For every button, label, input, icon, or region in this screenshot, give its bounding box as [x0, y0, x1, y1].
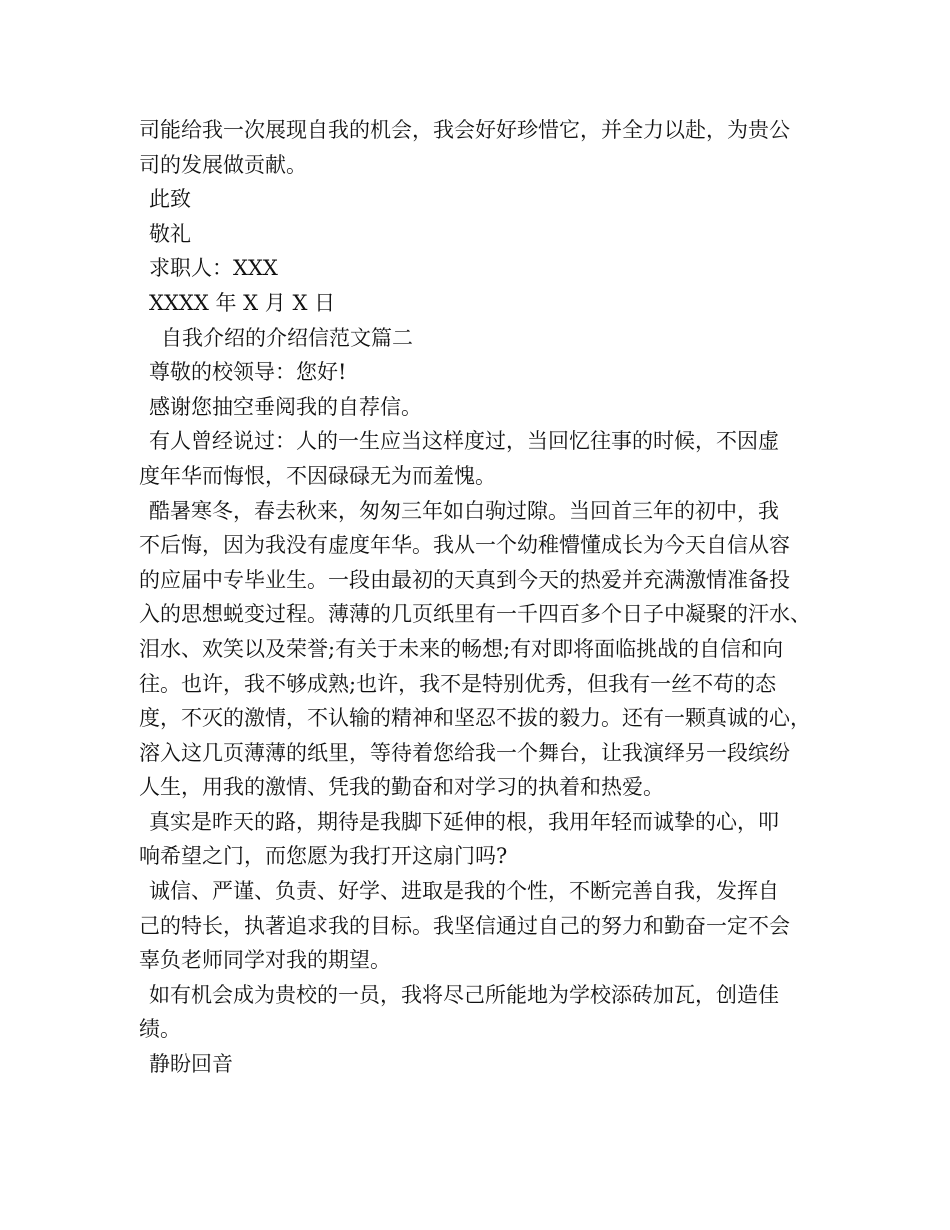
text-line: 有人曾经说过：人的一生应当这样度过，当回忆往事的时候，不因虚: [149, 429, 779, 454]
text-line: 辜负老师同学对我的期望。: [139, 948, 391, 973]
section-title: 自我介绍的介绍信范文篇二: [161, 325, 413, 350]
text-line: 诚信、严谨、负责、好学、进取是我的个性，不断完善自我，发挥自: [149, 879, 779, 904]
text-line: 度，不灭的激情，不认输的精神和坚忍不拔的毅力。还有一颗真诚的心，: [139, 706, 811, 731]
greeting: 尊敬的校领导：您好!: [149, 360, 347, 385]
text-line: 如有机会成为贵校的一员，我将尽己所能地为学校添砖加瓦，创造佳: [149, 982, 779, 1007]
text-line: 真实是昨天的路，期待是我脚下延伸的根，我用年轻而诚挚的心，叩: [149, 809, 779, 834]
closing-regards: 敬礼: [149, 221, 191, 246]
closing-salutation: 此致: [149, 187, 191, 212]
text-line: 感谢您抽空垂阅我的自荐信。: [149, 394, 422, 419]
letter-body: [139, 113, 829, 1082]
text-line: 泪水、欢笑以及荣誉;有关于未来的畅想;有对即将面临挑战的自信和向: [139, 636, 784, 661]
text-line: 绩。: [139, 1017, 181, 1042]
text-line: 司的发展做贡献。: [139, 152, 307, 177]
text-line: 入的思想蜕变过程。薄薄的几页纸里有一千四百多个日子中凝聚的汗水、: [139, 602, 811, 627]
text-line: 人生，用我的激情、凭我的勤奋和对学习的执着和热爱。: [139, 775, 664, 800]
text-line: 响希望之门，而您愿为我打开这扇门吗?: [139, 844, 508, 869]
text-line: 溶入这几页薄薄的纸里，等待着您给我一个舞台，让我演绎另一段缤纷: [139, 740, 790, 765]
applicant-signature: 求职人：XXX: [149, 256, 278, 281]
text-line: 酷暑寒冬，春去秋来，匆匆三年如白驹过隙。当回首三年的初中，我: [149, 498, 779, 523]
text-line: 己的特长，执著追求我的目标。我坚信通过自己的努力和勤奋一定不会: [139, 913, 790, 938]
text-line: 的应届中专毕业生。一段由最初的天真到今天的热爱并充满激情准备投: [139, 567, 790, 592]
letter-date: XXXX 年 X 月 X 日: [149, 290, 336, 315]
text-line: 不后悔，因为我没有虚度年华。我从一个幼稚懵懂成长为今天自信从容: [139, 533, 790, 558]
text-line: 司能给我一次展现自我的机会，我会好好珍惜它，并全力以赴，为贵公: [139, 118, 790, 142]
text-line: 往。也许，我不够成熟;也许，我不是特别优秀，但我有一丝不苟的态: [139, 671, 777, 696]
text-line: 度年华而悔恨，不因碌碌无为而羞愧。: [139, 463, 496, 488]
closing-line: 静盼回音: [149, 1052, 233, 1077]
